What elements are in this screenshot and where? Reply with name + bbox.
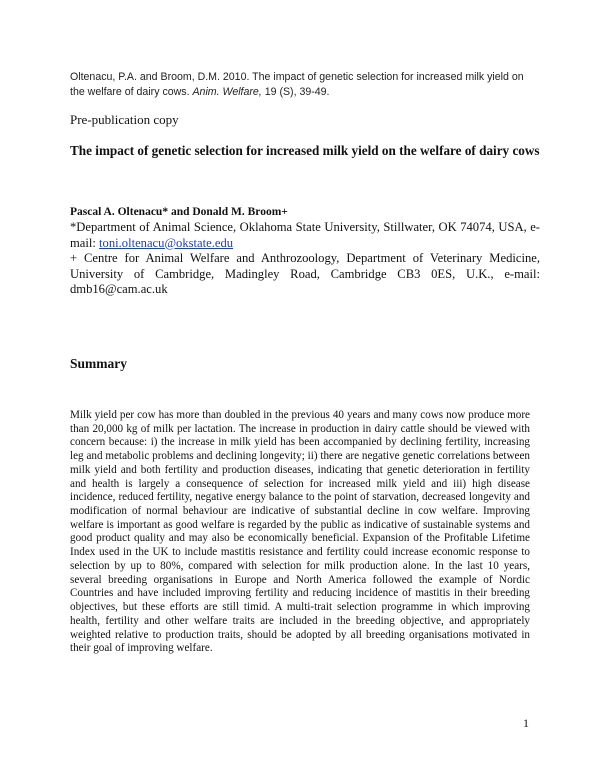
citation-authors-year: Oltenacu, P.A. and Broom, D.M. 2010. <box>70 71 250 83</box>
paper-title: The impact of genetic selection for increased milk yield on the welfare of dairy cows <box>70 143 540 158</box>
affiliation-2-text: + Centre for Animal Welfare and Anthrozoology, Department of Veterinary Medicine, University of Cambridge, Madingley Road, Cambridge CB3 0ES, U.K., e-mail: dmb16@cam.ac.uk <box>70 251 540 297</box>
prepublication-label: Pre-publication copy <box>70 112 179 127</box>
citation-title: The impact of genetic selection for increased milk yield on the welfare of dairy cows. <box>70 71 524 98</box>
summary-body <box>70 409 530 656</box>
author-list: Pascal A. Oltenacu* and Donald M. Broom+ <box>70 206 288 218</box>
page-number: 1 <box>523 716 529 730</box>
affiliation-2 <box>70 251 540 298</box>
summary-paragraph: Milk yield per cow has more than doubled in the previous 40 years and many cows now produce more than 20,000 kg of milk per lactation. The increase in production in dairy cattle should be viewed with concern because: i) the increase in milk yield has been accompanied by declining fertility, increasing leg and metabolic problems and declining longevity; ii) there are negative genetic correlations between milk yield and both fertility and production diseases, indicating that genetic deterioration in fertility and health is largely a consequence of selection for increased milk yield and iii) high disease incidence, reduced fertility, negative energy balance to the point of starvation, decreased longevity and modification of normal behaviour are indicative of substantial decline in cow welfare. Improving welfare is important as good welfare is regarded by the public as indicative of sustainable systems and good product quality and may also be economically beneficial. Expansion of the Profitable Lifetime Index used in the UK to include mastitis resistance and fertility could increase economic response to selection by up to 80%, compared with selection for milk production alone. In the last 10 years, several breeding organisations in Europe and North America followed the example of Nordic Countries and have included improving fertility and reducing incidence of mastitis in their breeding objectives, but these efforts are still timid. A multi-trait selection programme in which improving health, fertility and other welfare traits are included in the breeding objective, and appropriately weighted relative to production traits, should be adopted by all breeding organisations motivated in their goal of improving welfare. <box>70 409 530 655</box>
affiliation-1-email-link[interactable]: toni.oltenacu@okstate.edu <box>99 235 234 250</box>
affiliation-1 <box>70 220 540 251</box>
citation-journal: Anim. Welfare, <box>192 86 262 98</box>
citation-volume-pages: 19 (S), 39-49. <box>264 86 330 98</box>
affiliation-1-text: *Department of Animal Science, Oklahoma State University, Stillwater, OK 74074, USA, e-mail: <box>70 220 540 250</box>
summary-heading: Summary <box>70 356 127 371</box>
citation <box>70 70 540 100</box>
